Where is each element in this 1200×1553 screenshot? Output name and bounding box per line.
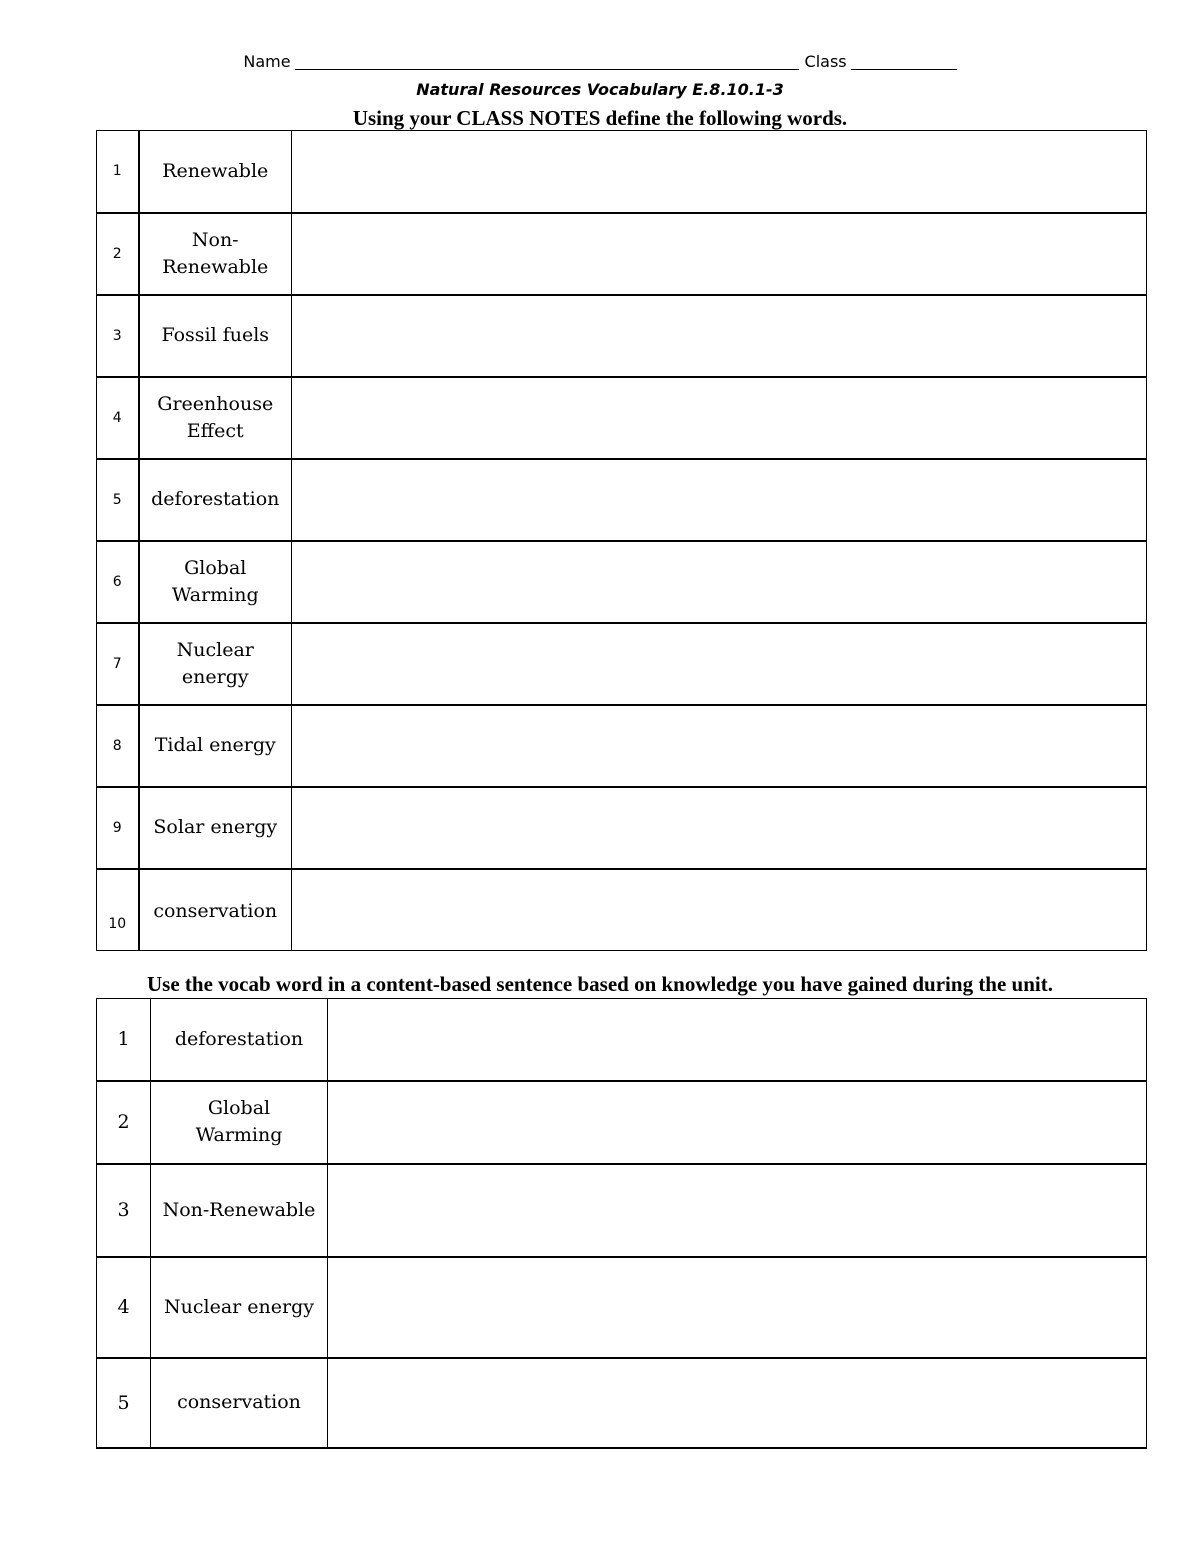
vocab-term bbox=[139, 541, 292, 623]
sentence-answer-cell[interactable] bbox=[328, 1358, 1147, 1448]
definition-answer-cell[interactable] bbox=[292, 869, 1147, 951]
row-number: 2 bbox=[97, 213, 139, 295]
row-number: 4 bbox=[97, 1257, 151, 1358]
row-number: 3 bbox=[97, 1164, 151, 1257]
vocab-term: deforestation bbox=[139, 459, 292, 541]
definition-answer-cell[interactable] bbox=[292, 377, 1147, 459]
vocab-term: Solar energy bbox=[139, 787, 292, 869]
term-line: Renewable bbox=[162, 255, 269, 278]
vocab-term bbox=[139, 213, 292, 295]
table-row bbox=[97, 131, 1147, 213]
vocab-term bbox=[139, 623, 292, 705]
term-line: Effect bbox=[186, 419, 244, 442]
vocab-term: conservation bbox=[151, 1358, 328, 1448]
row-number: 3 bbox=[97, 295, 139, 377]
sentence-instructions: Use the vocab word in a content-based sentence based on knowledge you have gained during the unit. bbox=[147, 972, 1053, 996]
table-row bbox=[97, 1358, 1147, 1448]
table-row bbox=[97, 999, 1147, 1081]
row-number: 7 bbox=[97, 623, 139, 705]
table-row bbox=[97, 1257, 1147, 1358]
term-line: Non- bbox=[191, 228, 239, 251]
row-number: 1 bbox=[97, 131, 139, 213]
table-row bbox=[97, 787, 1147, 869]
sentence-table bbox=[96, 998, 1147, 1449]
definition-answer-cell[interactable] bbox=[292, 295, 1147, 377]
vocab-term: deforestation bbox=[151, 999, 328, 1081]
term-line: Nuclear bbox=[176, 638, 254, 661]
row-number: 1 bbox=[97, 999, 151, 1081]
row-number: 10 bbox=[97, 869, 139, 951]
table-row bbox=[97, 377, 1147, 459]
define-instructions: Using your CLASS NOTES define the following words. bbox=[352, 106, 848, 130]
table-row bbox=[97, 213, 1147, 295]
row-number: 5 bbox=[97, 459, 139, 541]
table-row bbox=[97, 623, 1147, 705]
definition-answer-cell[interactable] bbox=[292, 787, 1147, 869]
vocab-term: Fossil fuels bbox=[139, 295, 292, 377]
row-number: 4 bbox=[97, 377, 139, 459]
row-number: 9 bbox=[97, 787, 139, 869]
term-line: Warming bbox=[195, 1124, 283, 1146]
sentence-answer-cell[interactable] bbox=[328, 1257, 1147, 1358]
definition-answer-cell[interactable] bbox=[292, 459, 1147, 541]
sentence-answer-cell[interactable] bbox=[328, 999, 1147, 1081]
table-row bbox=[97, 459, 1147, 541]
definition-answer-cell[interactable] bbox=[292, 541, 1147, 623]
table-row bbox=[97, 1164, 1147, 1257]
term-line: energy bbox=[181, 665, 249, 688]
definition-answer-cell[interactable] bbox=[292, 131, 1147, 213]
name-blank[interactable] bbox=[295, 53, 799, 70]
name-label: Name bbox=[243, 52, 291, 71]
vocab-term: Renewable bbox=[139, 131, 292, 213]
vocab-term bbox=[139, 377, 292, 459]
table-row bbox=[97, 295, 1147, 377]
term-line: Warming bbox=[171, 583, 259, 606]
worksheet-subtitle: Natural Resources Vocabulary E.8.10.1-3 bbox=[416, 80, 784, 99]
vocab-term: Tidal energy bbox=[139, 705, 292, 787]
table-row bbox=[97, 1081, 1147, 1164]
sentence-answer-cell[interactable] bbox=[328, 1164, 1147, 1257]
class-label: Class bbox=[804, 52, 847, 71]
term-line: Greenhouse bbox=[157, 392, 274, 415]
vocab-term: Nuclear energy bbox=[151, 1257, 328, 1358]
vocab-term bbox=[151, 1081, 328, 1164]
table-row bbox=[97, 541, 1147, 623]
term-line: Global bbox=[207, 1097, 271, 1119]
row-number: 2 bbox=[97, 1081, 151, 1164]
sentence-answer-cell[interactable] bbox=[328, 1081, 1147, 1164]
table-row bbox=[97, 869, 1147, 951]
row-number: 5 bbox=[97, 1358, 151, 1448]
table-row bbox=[97, 705, 1147, 787]
vocab-term: conservation bbox=[139, 869, 292, 951]
definition-answer-cell[interactable] bbox=[292, 213, 1147, 295]
vocab-term: Non-Renewable bbox=[151, 1164, 328, 1257]
row-number: 6 bbox=[97, 541, 139, 623]
definition-answer-cell[interactable] bbox=[292, 623, 1147, 705]
name-class-line bbox=[0, 52, 1200, 71]
class-blank[interactable] bbox=[851, 53, 957, 70]
term-line: Global bbox=[184, 556, 247, 579]
row-number: 8 bbox=[97, 705, 139, 787]
define-table bbox=[96, 130, 1147, 951]
definition-answer-cell[interactable] bbox=[292, 705, 1147, 787]
